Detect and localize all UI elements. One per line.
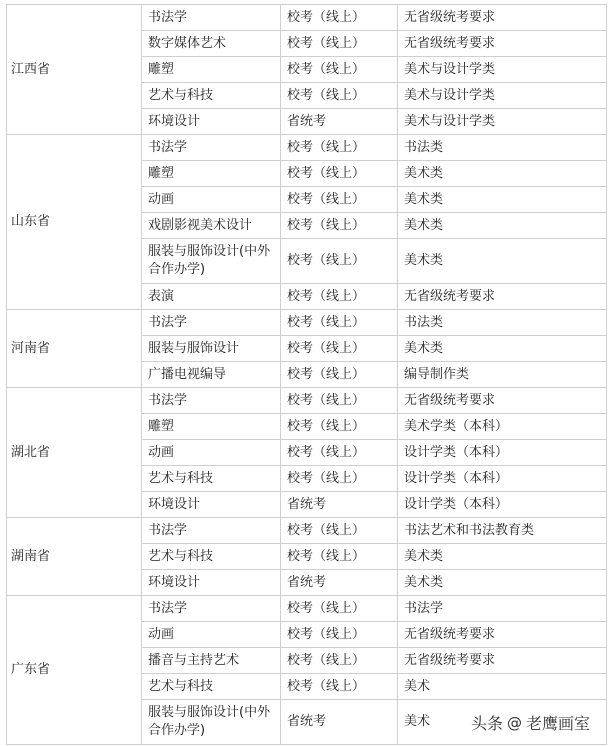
major-cell: 艺术与科技 bbox=[142, 83, 281, 109]
province-cell: 广东省 bbox=[7, 596, 142, 745]
major-cell: 书法学 bbox=[142, 310, 281, 336]
province-cell: 湖南省 bbox=[7, 518, 142, 596]
requirement-cell: 美术类 bbox=[398, 239, 607, 284]
requirement-cell: 无省级统考要求 bbox=[398, 648, 607, 674]
requirement-cell: 美术 bbox=[398, 674, 607, 700]
major-cell: 服装与服饰设计(中外合作办学) bbox=[142, 239, 281, 284]
requirement-cell: 设计学类（本科） bbox=[398, 440, 607, 466]
requirement-cell: 无省级统考要求 bbox=[398, 622, 607, 648]
major-cell: 书法学 bbox=[142, 518, 281, 544]
exam-cell: 校考（线上） bbox=[281, 31, 398, 57]
major-cell: 表演 bbox=[142, 284, 281, 310]
exam-cell: 校考（线上） bbox=[281, 213, 398, 239]
exam-cell: 校考（线上） bbox=[281, 466, 398, 492]
table-row bbox=[7, 596, 607, 622]
requirement-cell: 美术与设计学类 bbox=[398, 109, 607, 135]
major-cell: 雕塑 bbox=[142, 57, 281, 83]
province-cell: 河南省 bbox=[7, 310, 142, 388]
exam-cell: 省统考 bbox=[281, 109, 398, 135]
major-cell: 动画 bbox=[142, 440, 281, 466]
major-cell: 艺术与科技 bbox=[142, 544, 281, 570]
exam-cell: 校考（线上） bbox=[281, 440, 398, 466]
exam-cell: 校考（线上） bbox=[281, 161, 398, 187]
table-row bbox=[7, 5, 607, 31]
major-cell: 书法学 bbox=[142, 135, 281, 161]
exam-cell: 校考（线上） bbox=[281, 57, 398, 83]
requirement-cell: 编导制作类 bbox=[398, 362, 607, 388]
major-cell: 书法学 bbox=[142, 388, 281, 414]
requirement-cell: 美术 bbox=[398, 700, 607, 745]
requirement-cell: 美术学类（本科） bbox=[398, 414, 607, 440]
requirement-cell: 书法艺术和书法教育类 bbox=[398, 518, 607, 544]
exam-cell: 省统考 bbox=[281, 492, 398, 518]
major-cell: 环境设计 bbox=[142, 492, 281, 518]
major-cell: 雕塑 bbox=[142, 414, 281, 440]
major-cell: 播音与主持艺术 bbox=[142, 648, 281, 674]
watermark-name: 老鹰画室 bbox=[525, 714, 590, 733]
requirement-cell: 美术类 bbox=[398, 544, 607, 570]
requirement-cell: 美术类 bbox=[398, 213, 607, 239]
exam-cell: 校考（线上） bbox=[281, 596, 398, 622]
exam-cell: 校考（线上） bbox=[281, 362, 398, 388]
requirement-cell: 无省级统考要求 bbox=[398, 31, 607, 57]
major-cell: 服装与服饰设计 bbox=[142, 336, 281, 362]
exam-cell: 校考（线上） bbox=[281, 388, 398, 414]
province-cell: 湖北省 bbox=[7, 388, 142, 518]
province-cell: 山东省 bbox=[7, 135, 142, 310]
exam-cell: 校考（线上） bbox=[281, 518, 398, 544]
exam-cell: 校考（线上） bbox=[281, 239, 398, 284]
major-cell: 雕塑 bbox=[142, 161, 281, 187]
exam-cell: 校考（线上） bbox=[281, 135, 398, 161]
exam-cell: 校考（线上） bbox=[281, 336, 398, 362]
table-row bbox=[7, 388, 607, 414]
requirement-cell: 美术类 bbox=[398, 570, 607, 596]
requirement-cell: 美术与设计学类 bbox=[398, 57, 607, 83]
requirement-cell: 书法类 bbox=[398, 135, 607, 161]
exam-cell: 校考（线上） bbox=[281, 187, 398, 213]
requirement-cell: 设计学类（本科） bbox=[398, 492, 607, 518]
watermark-prefix: 头条 bbox=[470, 714, 503, 733]
major-cell: 动画 bbox=[142, 622, 281, 648]
exam-cell: 校考（线上） bbox=[281, 310, 398, 336]
requirement-cell: 美术类 bbox=[398, 336, 607, 362]
major-cell: 动画 bbox=[142, 187, 281, 213]
exam-cell: 校考（线上） bbox=[281, 544, 398, 570]
requirement-cell: 无省级统考要求 bbox=[398, 388, 607, 414]
watermark bbox=[471, 711, 590, 734]
exam-cell: 校考（线上） bbox=[281, 622, 398, 648]
major-cell: 广播电视编导 bbox=[142, 362, 281, 388]
province-cell: 江西省 bbox=[7, 5, 142, 135]
requirement-cell: 设计学类（本科） bbox=[398, 466, 607, 492]
major-cell: 艺术与科技 bbox=[142, 466, 281, 492]
exam-cell: 省统考 bbox=[281, 570, 398, 596]
major-cell: 环境设计 bbox=[142, 109, 281, 135]
table-row bbox=[7, 310, 607, 336]
requirement-cell: 书法类 bbox=[398, 310, 607, 336]
exam-cell: 校考（线上） bbox=[281, 674, 398, 700]
exam-cell: 校考（线上） bbox=[281, 648, 398, 674]
requirement-cell: 无省级统考要求 bbox=[398, 5, 607, 31]
requirement-cell: 书法学 bbox=[398, 596, 607, 622]
exam-cell: 校考（线上） bbox=[281, 83, 398, 109]
major-cell: 书法学 bbox=[142, 5, 281, 31]
requirement-cell: 美术与设计学类 bbox=[398, 83, 607, 109]
requirement-cell: 美术类 bbox=[398, 187, 607, 213]
table-row bbox=[7, 135, 607, 161]
table-body bbox=[7, 5, 607, 745]
admissions-table bbox=[6, 4, 607, 745]
exam-cell: 校考（线上） bbox=[281, 284, 398, 310]
exam-cell: 校考（线上） bbox=[281, 414, 398, 440]
major-cell: 艺术与科技 bbox=[142, 674, 281, 700]
requirement-cell: 无省级统考要求 bbox=[398, 284, 607, 310]
requirement-cell: 美术类 bbox=[398, 161, 607, 187]
table-row bbox=[7, 518, 607, 544]
exam-cell: 省统考 bbox=[281, 700, 398, 745]
major-cell: 环境设计 bbox=[142, 570, 281, 596]
major-cell: 数字媒体艺术 bbox=[142, 31, 281, 57]
major-cell: 书法学 bbox=[142, 596, 281, 622]
major-cell: 戏剧影视美术设计 bbox=[142, 213, 281, 239]
watermark-at: @ bbox=[506, 713, 522, 732]
exam-cell: 校考（线上） bbox=[281, 5, 398, 31]
major-cell: 服装与服饰设计(中外合作办学) bbox=[142, 700, 281, 745]
